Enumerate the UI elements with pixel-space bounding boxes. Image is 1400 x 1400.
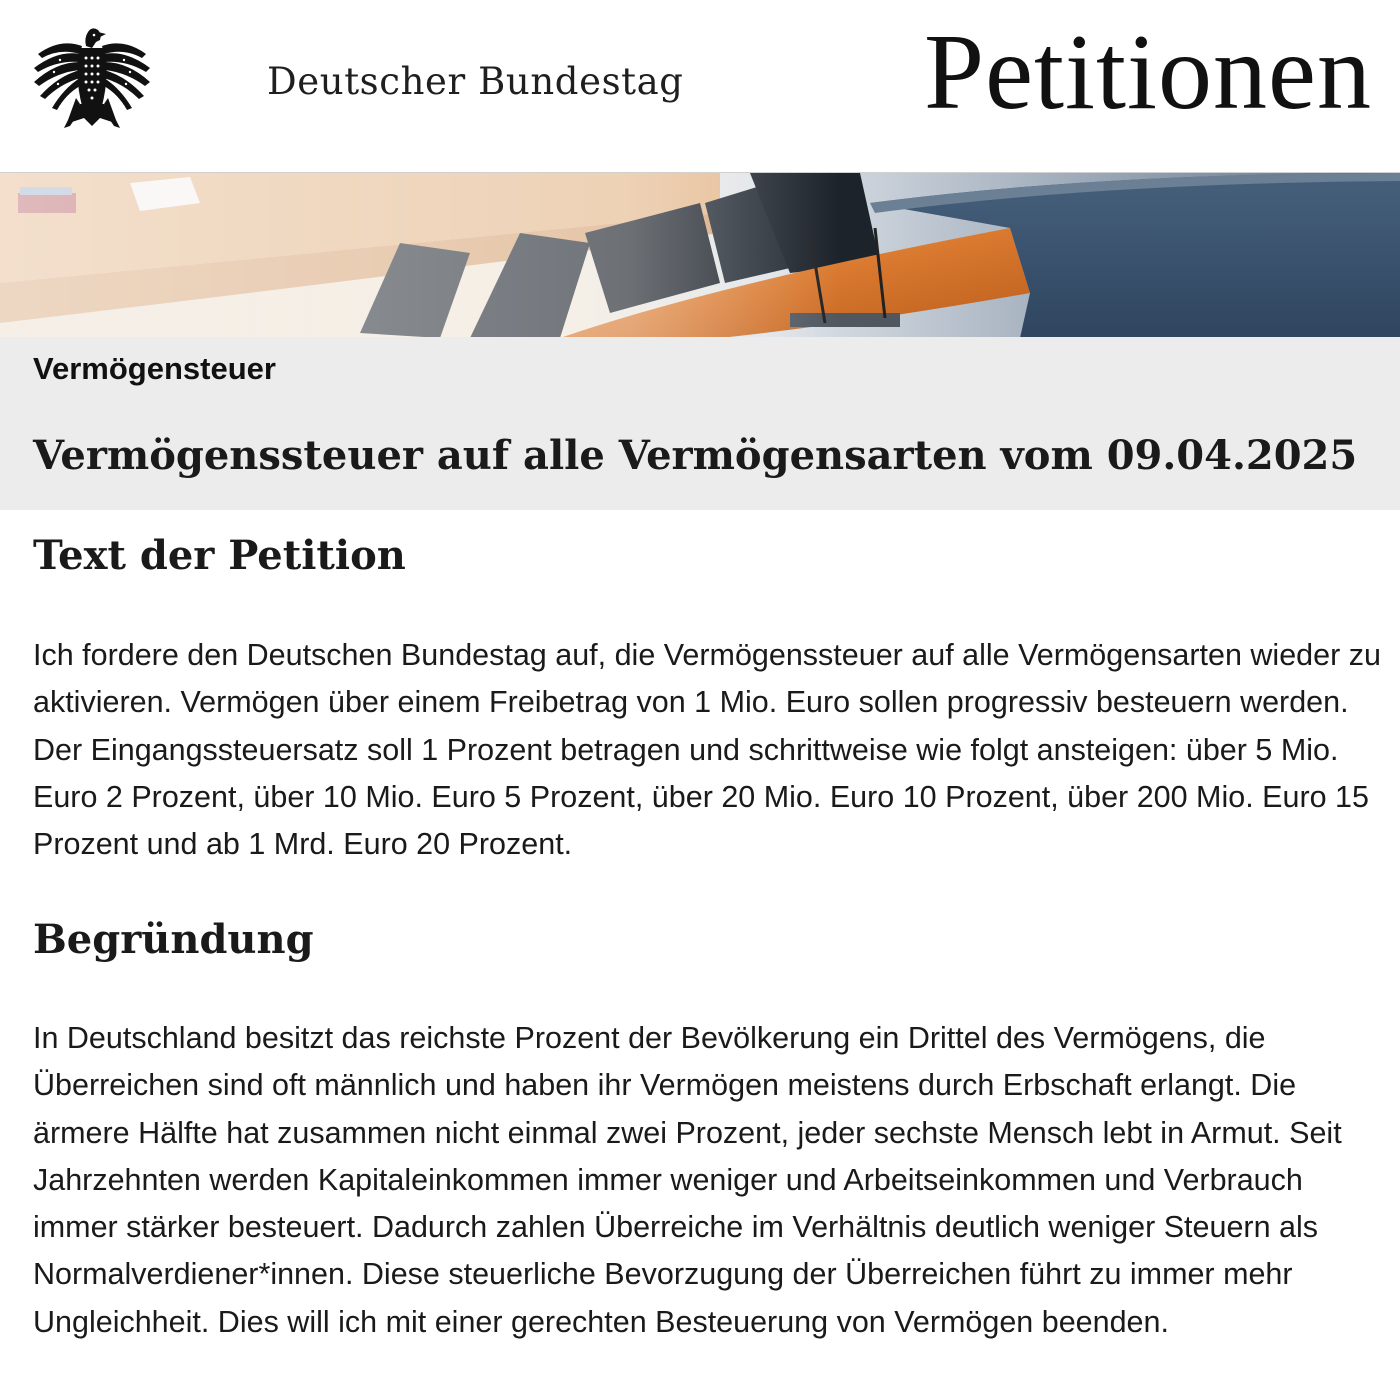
petition-title: Vermögenssteuer auf alle Vermögensarten vom 09.04.2025 [33,432,1358,479]
section-heading-text: Text der Petition [33,532,406,579]
site-header [0,0,1400,172]
petition-category: Vermögensteuer [33,351,276,386]
petition-reason: In Deutschland besitzt das reichste Prozent der Bevölkerung ein Drittel des Vermögens, die Überreichen sind oft männlich und haben ihr Vermögen meistens durch Erbschaft erlangt. Die ärmere Hälfte hat zusammen nicht einmal zwei Prozent, jeder sechste Mensch lebt in Armut. Seit Jahrzehnten werden Kapitaleinkommen immer weniger und Arbeitseinkommen und Verbrauch immer stärker besteuert. Dadurch zahlen Überreiche im Verhältnis deutlich weniger Steuern als Normalverdiener*innen. Diese steuerliche Bevorzugung der Überreichen führt zu immer mehr Ungleichheit. Dies will ich mit einer gerechten Besteuerung von Vermögen beenden. [33,1021,1342,1339]
banner-image [0,172,1400,337]
site-title: Petitionen [924,13,1372,132]
federal-eagle-icon[interactable] [30,24,154,134]
section-heading-reason: Begründung [33,916,314,963]
petition-text: Ich fordere den Deutschen Bundestag auf, die Vermögenssteuer auf alle Vermögensarten wieder zu aktivieren. Vermögen über einem Freibetrag von 1 Mio. Euro sollen progressiv besteuern werden. Der Eingangssteuersatz soll 1 Prozent betragen und schrittweise wie folgt ansteigen: über 5 Mio. Euro 2 Prozent, über 10 Mio. Euro 5 Prozent, über 20 Mio. Euro 10 Prozent, über 200 Mio. Euro 15 Prozent und ab 1 Mrd. Euro 20 Prozent. [33,638,1381,862]
organization-name: Deutscher Bundestag [267,60,684,103]
